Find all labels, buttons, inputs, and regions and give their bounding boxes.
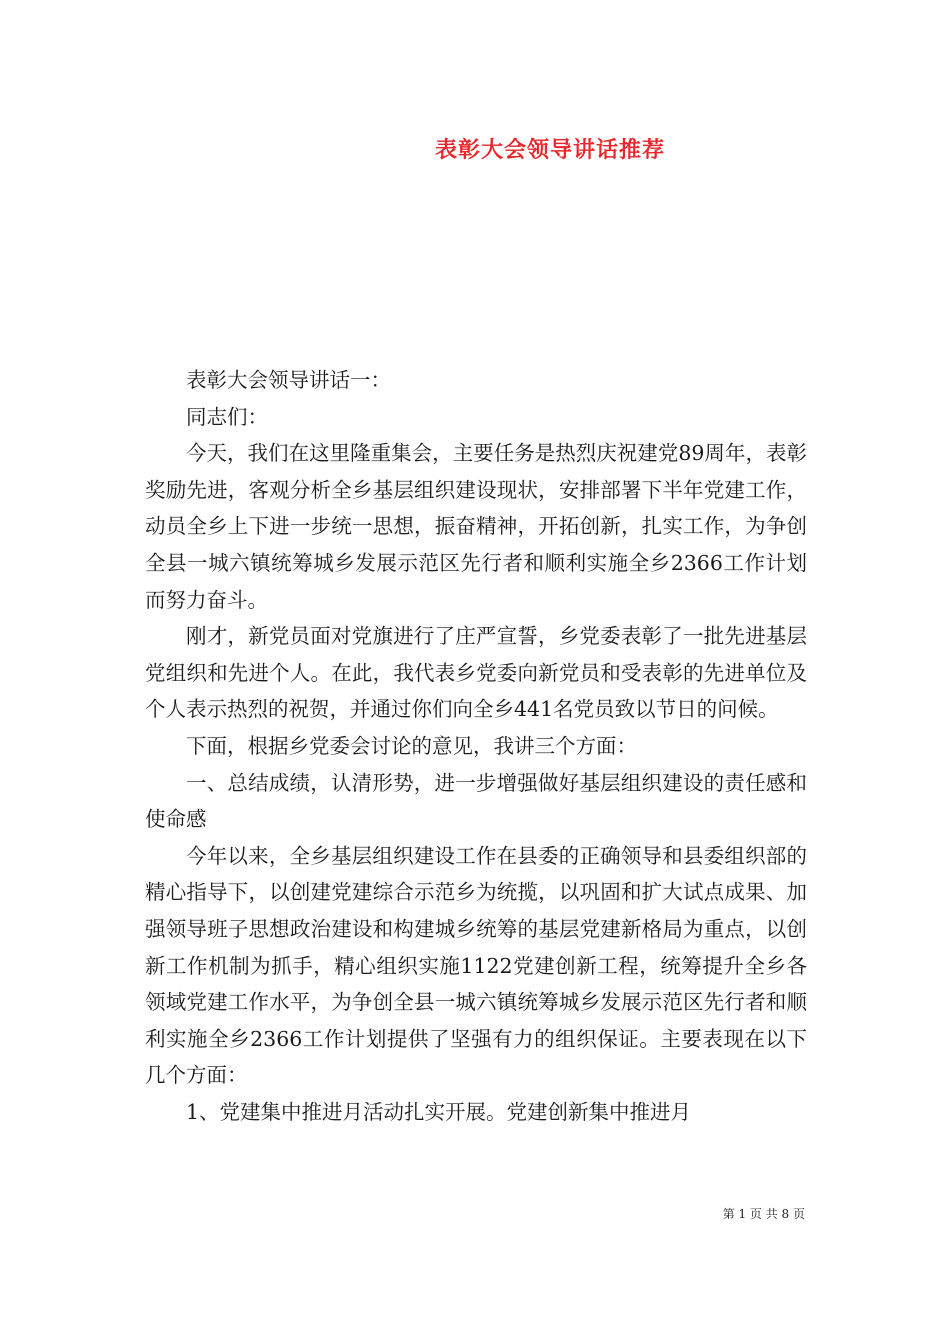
- paragraph: 下面，根据乡党委会讨论的意见，我讲三个方面：: [186, 733, 637, 758]
- section-heading: 一、总结成绩，认清形势，进一步增强做好基层组织建设的责任感和使命感: [145, 770, 807, 832]
- paragraph: 今年以来，全乡基层组织建设工作在县委的正确领导和县委组织部的精心指导下，以创建党建综合示范乡为统揽，以巩固和扩大试点成果、加强领导班子思想政治建设和构建城乡统筹的基层党建新格局为重点，以创新工作机制为抓手，精心组织实施1122党建创新工程，统筹提升全乡各领域党建工作水平，为争创全县一城六镇统筹城乡发展示范区先行者和顺利实施全乡2366工作计划提供了坚强有力的组织保证。主要表现在以下几个方面：: [145, 843, 807, 1088]
- document-title: 表彰大会领导讲话推荐: [434, 137, 665, 163]
- page-number-footer: 第 1 页 共 8 页: [722, 1207, 805, 1221]
- paragraph-heading: 表彰大会领导讲话一：: [186, 368, 391, 392]
- document-body: [145, 362, 807, 1130]
- paragraph: 刚才，新党员面对党旗进行了庄严宣誓，乡党委表彰了一批先进基层党组织和先进个人。在此，我代表乡党委向新党员和受表彰的先进单位及个人表示热烈的祝贺，并通过你们向全乡441名党员致以节日的问候。: [145, 624, 807, 722]
- paragraph-salutation: 同志们：: [186, 404, 268, 429]
- paragraph: 1、党建集中推进月活动扎实开展。党建创新集中推进月: [186, 1099, 692, 1124]
- paragraph: 今天，我们在这里隆重集会，主要任务是热烈庆祝建党89周年，表彰奖励先进，客观分析全乡基层组织建设现状，安排部署下半年党建工作，动员全乡上下进一步统一思想，振奋精神，开拓创新，扎实工作，为争创全县一城六镇统筹城乡发展示范区先行者和顺利实施全乡2366工作计划而努力奋斗。: [145, 441, 807, 612]
